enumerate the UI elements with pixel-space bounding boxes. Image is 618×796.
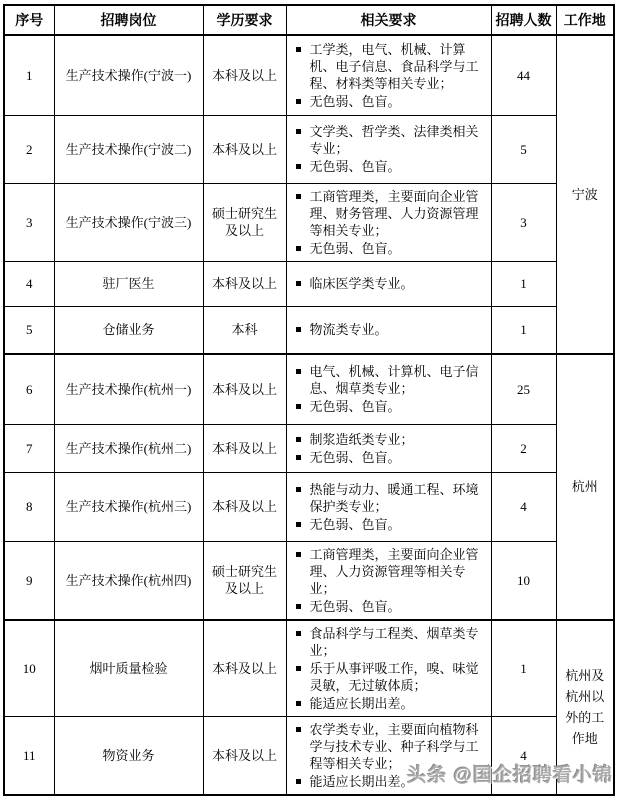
requirement-item bbox=[294, 240, 489, 257]
square-bullet-icon bbox=[296, 99, 301, 104]
position-cell: 生产技术操作(杭州一) bbox=[54, 354, 203, 424]
position-cell: 仓储业务 bbox=[54, 306, 203, 354]
requirement-text: 电气、机械、计算机、电子信息、烟草类专业； bbox=[309, 364, 479, 397]
col-header-no: 序号 bbox=[4, 5, 54, 35]
count-cell: 1 bbox=[491, 261, 556, 306]
requirement-text: 无色弱、色盲。 bbox=[309, 240, 401, 256]
square-bullet-icon bbox=[296, 47, 301, 52]
requirement-text: 无色弱、色盲。 bbox=[309, 598, 401, 614]
requirement-text: 热能与动力、暖通工程、环境保护类专业； bbox=[309, 481, 479, 514]
count-cell: 44 bbox=[491, 35, 556, 115]
requirement-text: 工商管理类，主要面向企业管理、财务管理、人力资源管理等相关专业； bbox=[309, 188, 479, 238]
table-row bbox=[4, 472, 614, 541]
requirement-item bbox=[294, 398, 489, 415]
square-bullet-icon bbox=[296, 487, 301, 492]
education-cell: 本科及以上 bbox=[203, 115, 286, 183]
square-bullet-icon bbox=[296, 281, 301, 286]
square-bullet-icon bbox=[296, 631, 301, 636]
square-bullet-icon bbox=[296, 666, 301, 671]
position-cell: 物资业务 bbox=[54, 716, 203, 795]
location-cell: 杭州 bbox=[556, 354, 614, 620]
position-cell: 生产技术操作(杭州三) bbox=[54, 472, 203, 541]
row-number-cell: 9 bbox=[4, 541, 54, 620]
requirement-item bbox=[294, 158, 489, 175]
requirement-item bbox=[294, 363, 489, 397]
table-row bbox=[4, 620, 614, 717]
requirements-cell bbox=[286, 115, 491, 183]
requirement-item bbox=[294, 321, 489, 338]
position-cell: 生产技术操作(宁波一) bbox=[54, 35, 203, 115]
requirements-cell bbox=[286, 261, 491, 306]
row-number-cell: 2 bbox=[4, 115, 54, 183]
requirement-text: 工商管理类，主要面向企业管理、人力资源管理等相关专业； bbox=[309, 546, 479, 596]
requirement-text: 临床医学类专业。 bbox=[309, 276, 414, 291]
education-cell: 本科及以上 bbox=[203, 620, 286, 717]
education-cell: 本科 bbox=[203, 306, 286, 354]
education-cell: 本科及以上 bbox=[203, 424, 286, 472]
col-header-location: 工作地 bbox=[556, 5, 614, 35]
education-cell: 本科及以上 bbox=[203, 472, 286, 541]
requirements-cell bbox=[286, 620, 491, 717]
row-number-cell: 1 bbox=[4, 35, 54, 115]
requirement-item bbox=[294, 275, 489, 292]
requirement-text: 能适应长期出差。 bbox=[309, 695, 414, 711]
education-cell: 本科及以上 bbox=[203, 35, 286, 115]
requirements-cell bbox=[286, 306, 491, 354]
square-bullet-icon bbox=[296, 779, 301, 784]
education-cell: 本科及以上 bbox=[203, 354, 286, 424]
table-row bbox=[4, 541, 614, 620]
education-cell: 硕士研究生及以上 bbox=[203, 541, 286, 620]
square-bullet-icon bbox=[296, 129, 301, 134]
requirements-cell bbox=[286, 472, 491, 541]
count-cell: 1 bbox=[491, 620, 556, 717]
count-cell: 10 bbox=[491, 541, 556, 620]
location-cell: 宁波 bbox=[556, 35, 614, 354]
requirement-item bbox=[294, 625, 489, 659]
square-bullet-icon bbox=[296, 246, 301, 251]
requirement-item bbox=[294, 546, 489, 597]
position-cell: 烟叶质量检验 bbox=[54, 620, 203, 717]
requirement-text: 物流类专业。 bbox=[309, 322, 388, 338]
requirements-cell bbox=[286, 35, 491, 115]
requirements-cell bbox=[286, 354, 491, 424]
count-cell: 3 bbox=[491, 183, 556, 261]
row-number-cell: 4 bbox=[4, 261, 54, 306]
count-cell: 4 bbox=[491, 716, 556, 795]
row-number-cell: 10 bbox=[4, 620, 54, 717]
square-bullet-icon bbox=[296, 701, 301, 706]
requirement-text: 农学类专业，主要面向植物科学与技术专业、种子科学与工程等相关专业； bbox=[309, 721, 479, 771]
count-cell: 25 bbox=[491, 354, 556, 424]
square-bullet-icon bbox=[296, 437, 301, 442]
requirement-text: 乐于从事评吸工作，嗅、味觉灵敏，无过敏体质； bbox=[309, 660, 479, 693]
requirement-text: 无色弱、色盲。 bbox=[309, 159, 401, 174]
requirement-item bbox=[294, 431, 489, 448]
requirement-text: 无色弱、色盲。 bbox=[309, 449, 401, 465]
requirement-item bbox=[294, 41, 489, 92]
position-cell: 生产技术操作(杭州四) bbox=[54, 541, 203, 620]
education-cell: 本科及以上 bbox=[203, 261, 286, 306]
education-cell: 本科及以上 bbox=[203, 716, 286, 795]
square-bullet-icon bbox=[296, 727, 301, 732]
row-number-cell: 5 bbox=[4, 306, 54, 354]
square-bullet-icon bbox=[296, 164, 301, 169]
table-row bbox=[4, 261, 614, 306]
position-cell: 生产技术操作(杭州二) bbox=[54, 424, 203, 472]
requirement-text: 制浆造纸类专业； bbox=[309, 431, 414, 447]
count-cell: 5 bbox=[491, 115, 556, 183]
requirement-item bbox=[294, 660, 489, 694]
square-bullet-icon bbox=[296, 194, 301, 199]
table-row bbox=[4, 115, 614, 183]
table-row bbox=[4, 306, 614, 354]
requirements-cell bbox=[286, 183, 491, 261]
table-row bbox=[4, 35, 614, 115]
row-number-cell: 8 bbox=[4, 472, 54, 541]
col-header-education: 学历要求 bbox=[203, 5, 286, 35]
requirement-text: 无色弱、色盲。 bbox=[309, 93, 401, 109]
square-bullet-icon bbox=[296, 327, 301, 332]
requirement-item bbox=[294, 481, 489, 515]
count-cell: 1 bbox=[491, 306, 556, 354]
position-cell: 生产技术操作(宁波三) bbox=[54, 183, 203, 261]
square-bullet-icon bbox=[296, 455, 301, 460]
col-header-requirements: 相关要求 bbox=[286, 5, 491, 35]
square-bullet-icon bbox=[296, 522, 301, 527]
square-bullet-icon bbox=[296, 552, 301, 557]
location-cell: 杭州及杭州以外的工作地 bbox=[556, 620, 614, 795]
requirement-text: 文学类、哲学类、法律类相关专业； bbox=[309, 124, 479, 156]
recruitment-table bbox=[3, 4, 615, 796]
position-cell: 驻厂医生 bbox=[54, 261, 203, 306]
requirement-item bbox=[294, 188, 489, 239]
table-row bbox=[4, 183, 614, 261]
requirement-text: 食品科学与工程类、烟草类专业； bbox=[309, 625, 479, 658]
table-row bbox=[4, 354, 614, 424]
requirements-cell bbox=[286, 424, 491, 472]
row-number-cell: 7 bbox=[4, 424, 54, 472]
requirement-item bbox=[294, 598, 489, 615]
requirement-text: 无色弱、色盲。 bbox=[309, 399, 401, 415]
col-header-count: 招聘人数 bbox=[491, 5, 556, 35]
requirement-text: 工学类，电气、机械、计算机、电子信息、食品科学与工程、材料类等相关专业； bbox=[309, 41, 479, 91]
table-row bbox=[4, 424, 614, 472]
square-bullet-icon bbox=[296, 604, 301, 609]
requirement-item bbox=[294, 449, 489, 466]
requirement-item bbox=[294, 695, 489, 712]
position-cell: 生产技术操作(宁波二) bbox=[54, 115, 203, 183]
toutiao-watermark: 头条 @国企招聘看小锦 bbox=[407, 764, 613, 786]
count-cell: 4 bbox=[491, 472, 556, 541]
requirement-item bbox=[294, 123, 489, 157]
requirements-cell bbox=[286, 541, 491, 620]
square-bullet-icon bbox=[296, 404, 301, 409]
row-number-cell: 6 bbox=[4, 354, 54, 424]
requirement-text: 无色弱、色盲。 bbox=[309, 516, 401, 532]
requirement-text: 能适应长期出差。 bbox=[309, 773, 414, 789]
requirement-item bbox=[294, 516, 489, 533]
row-number-cell: 3 bbox=[4, 183, 54, 261]
row-number-cell: 11 bbox=[4, 716, 54, 795]
header-row bbox=[4, 5, 614, 35]
requirement-item bbox=[294, 93, 489, 110]
count-cell: 2 bbox=[491, 424, 556, 472]
col-header-position: 招聘岗位 bbox=[54, 5, 203, 35]
square-bullet-icon bbox=[296, 369, 301, 374]
education-cell: 硕士研究生及以上 bbox=[203, 183, 286, 261]
